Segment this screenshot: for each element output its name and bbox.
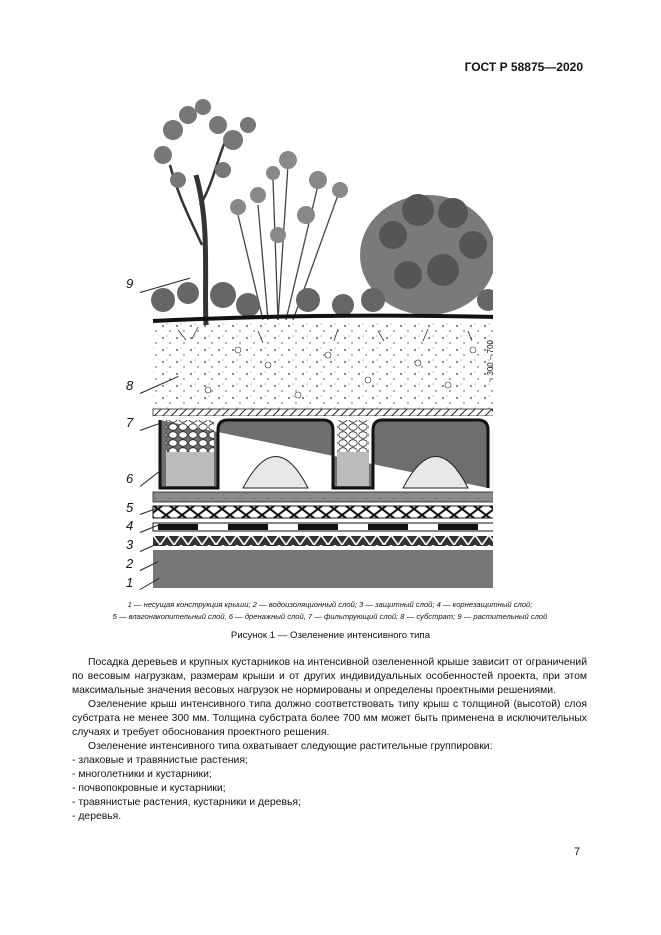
plant-group-list — [72, 754, 587, 824]
substrate-layer — [153, 321, 493, 409]
standard-header: ГОСТ Р 58875—2020 — [464, 60, 583, 74]
label-9: 9 — [126, 276, 134, 291]
figure-caption: Рисунок 1 — Озеленение интенсивного типа — [230, 630, 431, 641]
list-item: - почвопокровные и кустарники; — [72, 783, 226, 794]
dimension-label: ~ 300 – 700 — [486, 340, 495, 383]
roof-section-figure — [118, 95, 493, 595]
label-5: 5 — [126, 500, 134, 515]
list-item: - деревья. — [72, 811, 122, 822]
list-item: - травянистые растения, кустарники и деревья; — [72, 797, 301, 808]
label-6: 6 — [126, 471, 134, 486]
label-8: 8 — [126, 378, 134, 393]
label-3: 3 — [126, 537, 134, 552]
label-2: 2 — [126, 556, 134, 571]
paragraph-2: Озеленение крыш интенсивного типа должно соответствовать типу крыш с толщиной (высотой) слоя субстрата не менее 300 мм. Толщина субстрата более 700 мм может быть применена в исключительных случаях и требует обоснования проектного решения. — [72, 699, 587, 738]
list-item: - многолетники и кустарники; — [72, 769, 212, 780]
list-item: - злаковые и травянистые растения; — [72, 755, 248, 766]
legend-line-2: 5 — влагонакопительный слой, 6 — дренажный слой, 7 — фильтрующий слой; 8 — субстрат; 9 — растительный слой — [112, 612, 548, 621]
paragraph-1: Посадка деревьев и крупных кустарников на интенсивной озелененной крыше зависит от ограничений по весовым нагрузкам, размерам крыши и от других индивидуальных особенностей проекта, при этом максимальные значения весовых нагрузок не нормированы и определены проектными решениями. — [72, 657, 587, 696]
vegetation-layer — [151, 99, 493, 325]
filter-layer — [153, 409, 493, 416]
body-text — [72, 656, 587, 824]
label-7: 7 — [126, 415, 134, 430]
label-4: 4 — [126, 518, 134, 533]
legend-line-1: 1 — несущая конструкция крыши; 2 — водоизоляционный слой; 3 — защитный слой; 4 — корнезащитный слой; — [127, 600, 533, 609]
structure-layer — [153, 550, 493, 588]
paragraph-3: Озеленение интенсивного типа охватывает следующие растительные группировки: — [88, 741, 493, 752]
drainage-layer — [153, 416, 493, 492]
page-number: 7 — [574, 846, 581, 858]
label-1: 1 — [126, 575, 134, 590]
